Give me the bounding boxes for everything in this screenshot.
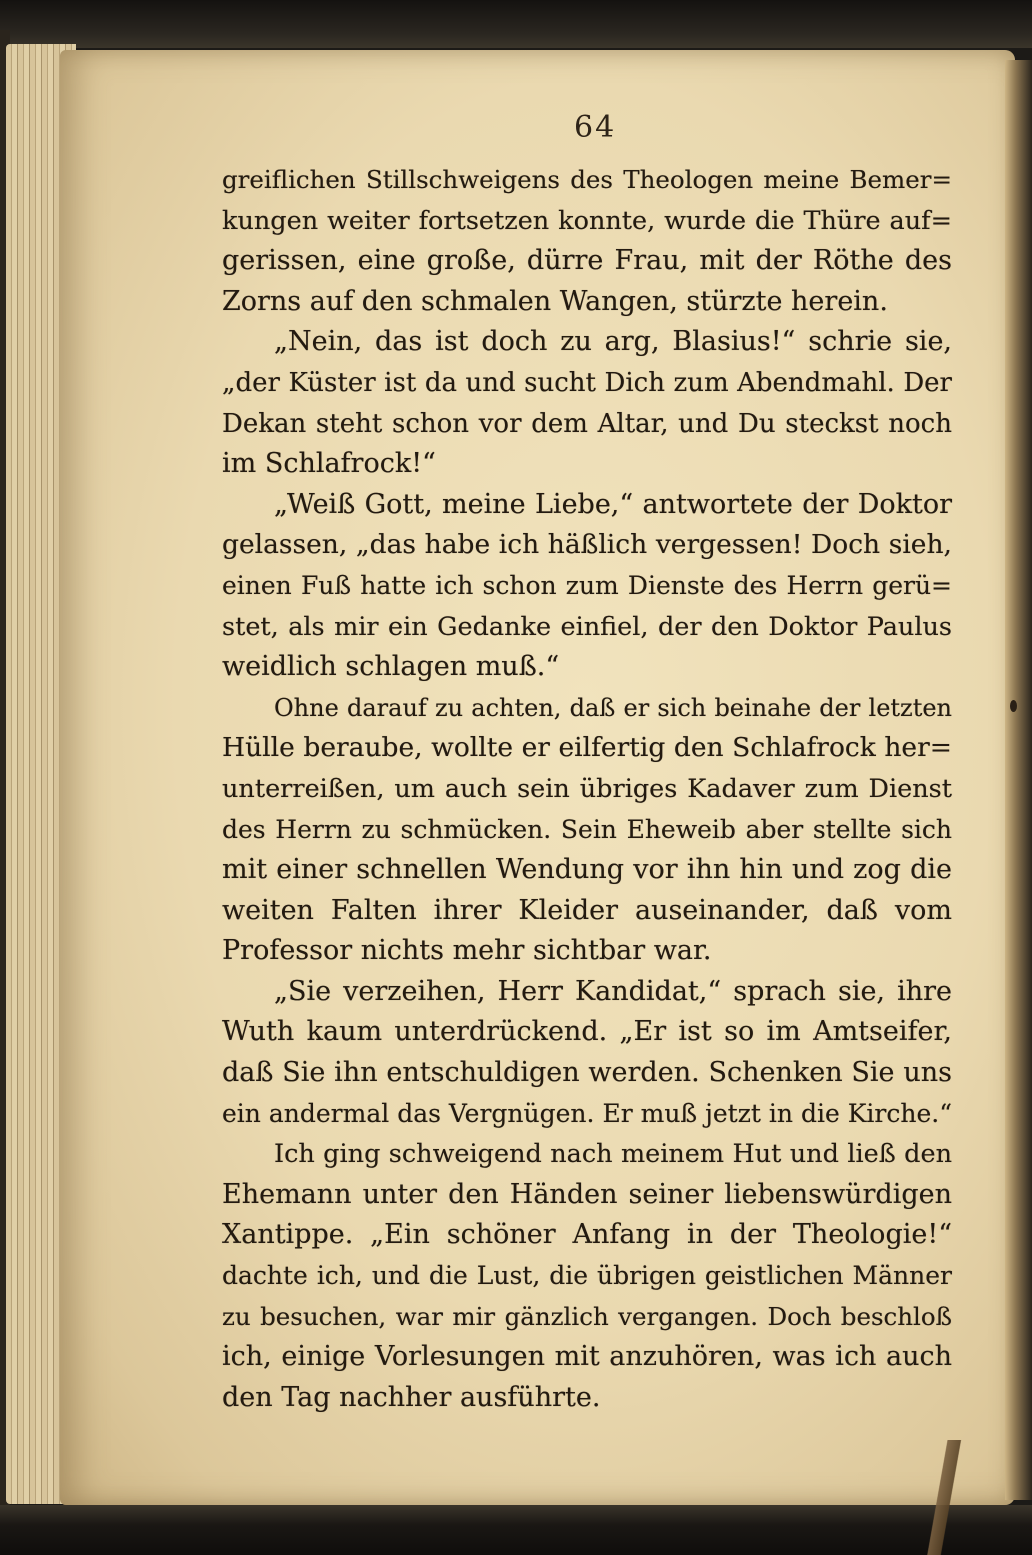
page-number: 64 — [574, 110, 617, 145]
text-line: gerissen, eine große, dürre Frau, mit der Röthe des — [222, 245, 952, 277]
text-line: greiflichen Stillschweigens des Theologen meine Bemer= — [222, 165, 952, 194]
text-line: daß Sie ihn entschuldigen werden. Schenken Sie uns — [222, 1057, 952, 1089]
text-line: weiten Falten ihrer Kleider auseinander, daß vom — [222, 894, 952, 926]
text-line: unterreißen, um auch sein übriges Kadaver zum Dienst — [222, 773, 952, 804]
ink-blemish — [1010, 700, 1017, 712]
body-text — [222, 160, 952, 1418]
text-line: weidlich schlagen muß.“ — [222, 651, 560, 683]
text-line: den Tag nachher ausführte. — [222, 1381, 601, 1413]
text-line: des Herrn zu schmücken. Sein Eheweib aber stellte sich — [222, 814, 952, 844]
bookmark-ribbon — [920, 1440, 990, 1555]
text-line: Ohne darauf zu achten, daß er sich beinahe der letzten — [274, 693, 952, 722]
text-line: im Schlafrock!“ — [222, 448, 436, 480]
text-line: Zorns auf den schmalen Wangen, stürzte herein. — [222, 285, 888, 317]
page-right-edge — [1005, 60, 1032, 1500]
text-line: Ehemann unter den Händen seiner liebenswürdigen — [222, 1178, 952, 1210]
text-line: Professor nichts mehr sichtbar war. — [222, 935, 712, 967]
text-line: ein andermal das Vergnügen. Er muß jetzt in die Kirche.“ — [222, 1098, 952, 1128]
text-line: Dekan steht schon vor dem Altar, und Du steckst noch — [222, 408, 952, 439]
text-line: Xantippe. „Ein schöner Anfang in der Theologie!“ — [222, 1219, 952, 1251]
text-line: einen Fuß hatte ich schon zum Dienste des Herrn gerü= — [222, 570, 952, 600]
text-line: mit einer schnellen Wendung vor ihn hin und zog die — [222, 854, 952, 886]
text-line: „Sie verzeihen, Herr Kandidat,“ sprach sie, ihre — [274, 975, 952, 1007]
text-line: „der Küster ist da und sucht Dich zum Abendmahl. Der — [222, 367, 952, 398]
text-line: „Nein, das ist doch zu arg, Blasius!“ schrie sie, — [274, 326, 952, 358]
text-line: Ich ging schweigend nach meinem Hut und ließ den — [274, 1139, 952, 1170]
text-line: kungen weiter fortsetzen konnte, wurde die Thüre auf= — [222, 205, 952, 236]
text-line: Wuth kaum unterdrückend. „Er ist so im Amtseifer, — [222, 1016, 952, 1048]
text-line: stet, als mir ein Gedanke einfiel, der den Doktor Paulus — [222, 611, 952, 642]
book-cover-top-edge — [0, 0, 1032, 48]
book-cover-bottom-edge — [0, 1505, 1032, 1555]
text-line: „Weiß Gott, meine Liebe,“ antwortete der Doktor — [274, 488, 952, 520]
text-line: ich, einige Vorlesungen mit anzuhören, was ich auch — [222, 1341, 952, 1373]
text-line: zu besuchen, war mir gänzlich vergangen. Doch beschloß — [222, 1301, 952, 1331]
text-line: gelassen, „das habe ich häßlich vergessen! Doch sieh, — [222, 529, 952, 561]
text-line: Hülle beraube, wollte er eilfertig den Schlafrock her= — [222, 732, 952, 764]
text-line: dachte ich, und die Lust, die übrigen geistlichen Männer — [222, 1261, 952, 1291]
